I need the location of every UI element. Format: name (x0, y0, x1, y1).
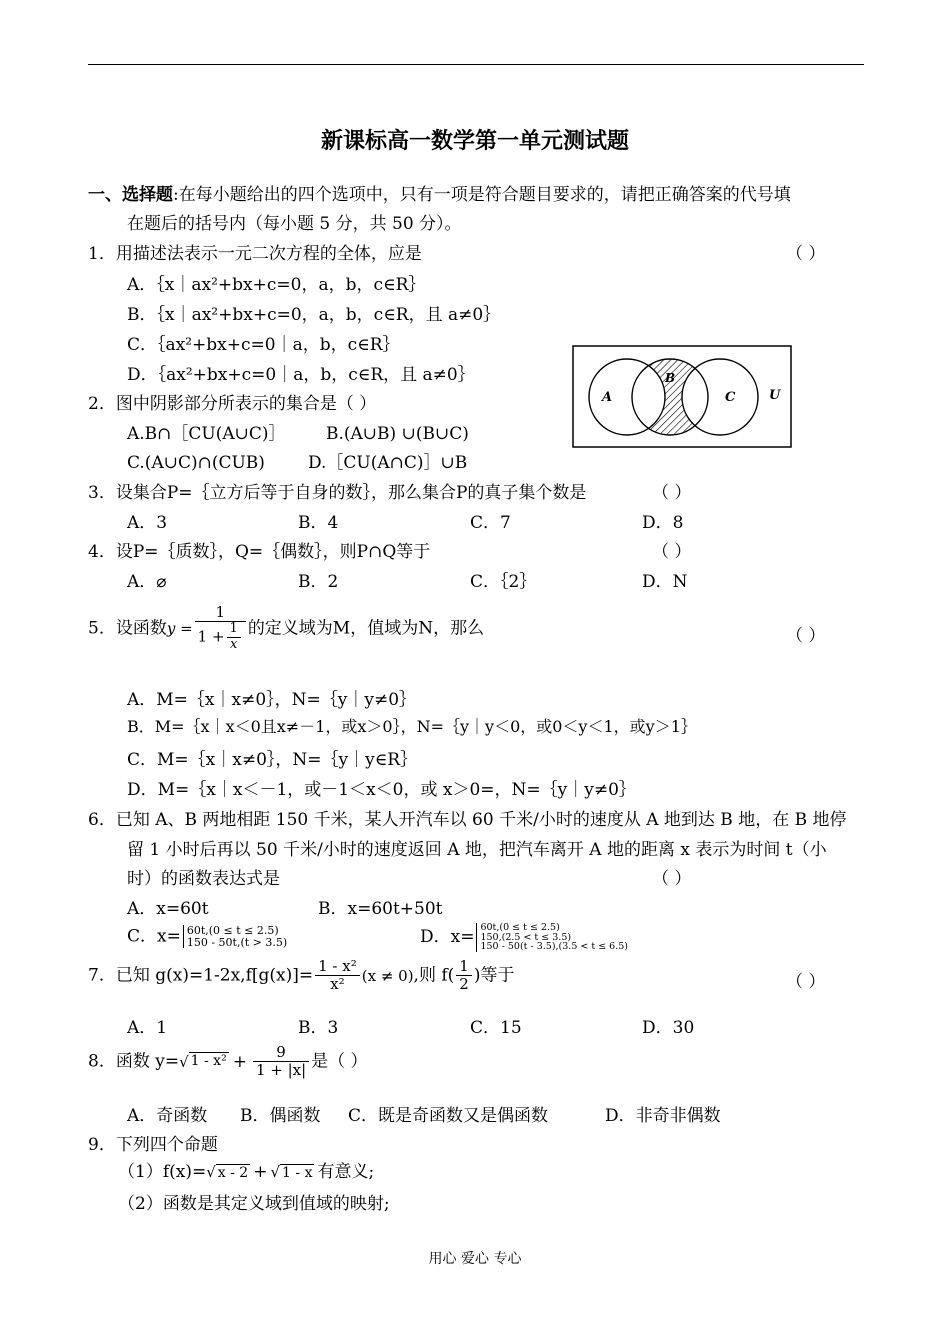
q1-answer-paren: （ ） (786, 244, 826, 264)
q6-d-case1: 60t,(0 ≤ t ≤ 2.5) (480, 922, 560, 933)
q7-option-d: D．30 (642, 1018, 695, 1038)
q5-inner-fraction (227, 622, 241, 653)
q2-stem: 2．图中阴影部分所表示的集合是（ ） (88, 394, 377, 414)
q2-option-b: B.(A∪B) ∪(B∪C) (326, 424, 469, 444)
q8-option-a: A．奇函数 (127, 1106, 208, 1126)
q1-option-b: B．｛x｜ax²+bx+c=0，a，b，c∈R，且 a≠0｝ (127, 305, 501, 325)
sqrt-icon: √ (270, 1163, 281, 1181)
q3-stem: 3．设集合P=｛立方后等于自身的数｝，那么集合P的真子集个数是 (88, 483, 587, 503)
section-instruction (88, 185, 791, 205)
q4-option-d: D．N (642, 572, 688, 592)
q5-fraction-num: 1 (195, 604, 246, 622)
q9-proposition-2: （2）函数是其定义域到值域的映射; (118, 1194, 390, 1214)
q5-stem (88, 604, 484, 653)
q7-stem (88, 958, 514, 994)
q5-option-c: C．M=｛x｜x≠0｝，N=｛y｜y∈R｝ (127, 750, 418, 770)
q6-option-d-label: D．x= (420, 927, 475, 948)
q7-half-den: 2 (459, 975, 469, 994)
section-instruction-text: :在每小题给出的四个选项中，只有一项是符合题目要求的，请把正确答案的代号填 (173, 185, 791, 205)
q4-option-c: C．｛2｝ (470, 572, 537, 592)
q4-option-b: B．2 (298, 572, 339, 592)
q5-fraction-den (195, 622, 246, 653)
venn-diagram (572, 345, 792, 448)
q5-option-d: D．M=｛x｜x＜－1，或－1＜x＜0，或 x＞0=，N=｛y｜y≠0｝ (127, 780, 636, 800)
sqrt-icon: √ (206, 1163, 216, 1181)
q3-option-a: A．3 (127, 513, 168, 533)
q9-p1-sqrt2: 1 - x (282, 1165, 313, 1181)
q5-answer-paren: （ ） (786, 626, 826, 646)
q1-option-a: A．｛x｜ax²+bx+c=0，a，b，c∈R｝ (127, 275, 426, 295)
q6-option-c-label: C．x= (127, 926, 181, 947)
q2-option-d: D.［CU(A∩C)］∪B (308, 453, 468, 473)
q1-option-d: D．｛ax²+bx+c=0｜a，b，c∈R，且 a≠0｝ (127, 365, 475, 385)
q4-answer-paren: （ ） (652, 542, 692, 562)
q5-stem-post: 的定义域为M，值域为N，那么 (247, 618, 485, 639)
q6-option-c-piecewise (183, 925, 287, 948)
q6-option-a: A．x=60t (127, 899, 209, 919)
q4-option-a-label: A． (127, 572, 157, 592)
q7-condition: (x ≠ 0) (361, 966, 414, 985)
q7-stem-post: )等于 (473, 965, 515, 986)
q4-stem: 4．设P=｛质数｝，Q=｛偶数｝，则P∩Q等于 (88, 542, 431, 562)
q9-proposition-1 (118, 1162, 374, 1182)
q6-c-case2: 150 - 50t,(t > 3.5) (186, 935, 288, 949)
q7-half-fraction (456, 958, 472, 994)
q8-option-d: D．非奇非偶数 (605, 1106, 721, 1126)
q8-plus: + (232, 1051, 247, 1072)
q7-option-b: B．3 (298, 1018, 339, 1038)
q8-fraction (253, 1044, 309, 1080)
q3-option-c: C．7 (470, 513, 511, 533)
q6-c-case1: 60t,(0 ≤ t ≤ 2.5) (186, 924, 279, 937)
venn-label-a: A (602, 390, 613, 405)
q6-option-d-piecewise (476, 923, 628, 952)
q9-stem: 9．下列四个命题 (88, 1135, 218, 1155)
q8-option-c: C．既是奇函数又是偶函数 (348, 1106, 549, 1126)
sqrt-icon: √ (179, 1052, 189, 1071)
q2-option-a: A.B∩［CU(A∪C)］ (127, 424, 286, 444)
q6-d-case3: 150 - 50(t - 3.5),(3.5 < t ≤ 6.5) (480, 941, 628, 952)
q5-option-a: A．M=｛x｜x≠0｝，N=｛y｜y≠0｝ (127, 690, 417, 710)
q5-function-fraction (195, 604, 246, 653)
q1-stem: 1．用描述法表示一元二次方程的全体，应是 (88, 244, 422, 264)
section-label: 一、选择题 (88, 185, 173, 205)
q7-stem-pre: 7．已知 g(x)=1-2x,f[g(x)]= (88, 965, 314, 986)
q8-stem-pre: 8．函数 y= (88, 1051, 180, 1072)
q2-option-c: C.(A∪C)∩(CUB) (127, 453, 265, 473)
q8-option-b: B．偶函数 (240, 1106, 321, 1126)
q7-fraction-den: x² (330, 975, 345, 994)
q9-p1-sqrt1: x - 2 (217, 1165, 249, 1181)
header-rule (88, 64, 864, 65)
q6-option-b: B．x=60t+50t (318, 899, 443, 919)
q5-den-pre: 1 + (197, 627, 225, 646)
q7-option-a: A．1 (127, 1018, 168, 1038)
q7-stem-mid: ,则 f( (413, 965, 455, 986)
q9-p1-plus: + (253, 1162, 268, 1182)
q5-inner-den: x (230, 637, 238, 653)
venn-label-u: U (769, 388, 781, 403)
q7-fraction (315, 958, 360, 994)
q3-option-b: B．4 (298, 513, 339, 533)
q8-sqrt-body: 1 - x² (190, 1053, 227, 1070)
q7-option-c: C．15 (470, 1018, 522, 1038)
q6-option-d (420, 923, 628, 952)
q6-answer-paren: （ ） (652, 869, 692, 889)
q3-option-d: D．8 (642, 513, 684, 533)
q4-option-a (127, 572, 167, 592)
q5-inner-num: 1 (227, 622, 241, 638)
q7-fraction-num: 1 - x² (315, 958, 360, 976)
venn-label-b: B (665, 371, 676, 385)
empty-set-icon: ⌀ (156, 572, 167, 592)
q9-p1-post: 有意义; (317, 1162, 375, 1182)
q8-stem-post: 是（ ） (311, 1051, 368, 1072)
q6-stem-line3: 时）的函数表达式是 (127, 869, 280, 889)
q6-option-c (127, 925, 287, 948)
q5-y-equals: y = (166, 619, 193, 638)
q1-option-c: C．｛ax²+bx+c=0｜a，b，c∈R｝ (127, 335, 400, 355)
q8-fraction-den: 1 + |x| (255, 1061, 307, 1080)
q6-stem-line2: 留 1 小时后再以 50 千米/小时的速度返回 A 地，把汽车离开 A 地的距离 x 表示为时间 t（小 (127, 840, 827, 860)
q5-option-b: B．M=｛x｜x＜0且x≠－1，或x＞0｝，N=｛y｜y＜0，或0＜y＜1，或y＞1｝ (127, 717, 697, 736)
q8-fraction-num: 9 (253, 1044, 309, 1062)
q7-answer-paren: （ ） (786, 972, 826, 992)
venn-label-c: C (725, 390, 736, 405)
page-title: 新课标高一数学第一单元测试题 (320, 129, 629, 154)
q9-p1-pre: （1）f(x)= (118, 1162, 207, 1182)
q6-d-case2: 150,(2.5 < t ≤ 3.5) (480, 931, 572, 943)
q7-half-num: 1 (456, 958, 472, 976)
q6-stem-line1: 6．已知 A、B 两地相距 150 千米，某人开汽车以 60 千米/小时的速度从 A 地到达 B 地，在 B 地停 (88, 810, 847, 830)
q3-answer-paren: （ ） (652, 483, 692, 503)
page-footer: 用心 爱心 专心 (428, 1251, 522, 1267)
q5-stem-pre: 5．设函数 (88, 618, 167, 639)
section-instruction-line2: 在题后的括号内（每小题 5 分，共 50 分）。 (127, 214, 462, 234)
q8-stem (88, 1044, 368, 1080)
